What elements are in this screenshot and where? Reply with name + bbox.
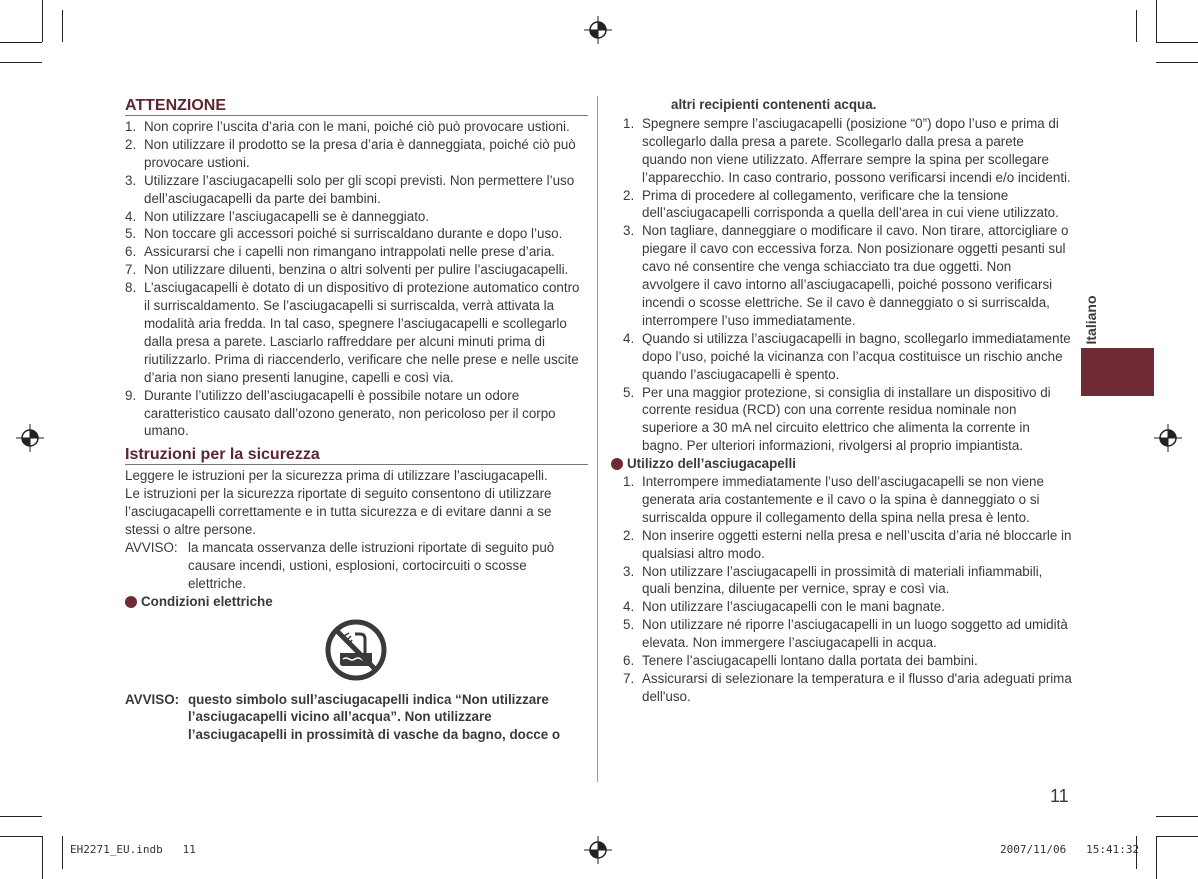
crop-mark (42, 0, 43, 42)
right-column (612, 96, 1072, 706)
list-item: 7. Assicurarsi di selezionare la temperatura e il flusso d'aria adeguati prima dell'uso. (623, 671, 1072, 704)
list-item: 6. Tenere l’asciugacapelli lontano dalla portata dei bambini. (623, 653, 978, 669)
list-item: 1. Interrompere immediatamente l’uso dell’asciugacapelli se non viene generata aria costantemente e il cavo o la spina è danneggiato o si surriscalda oppure il collegamento della spina nella presa è lento. (623, 474, 1044, 525)
list-item: 3. Non tagliare, danneggiare o modificare il cavo. Non tirare, attorcigliare o piegare il cavo con eccessiva forza. Non posizionare oggetti pesanti sul cavo né consentire che venga schiacciato tra due oggetti. Non avvolgere il cavo intorno all’asciugacapelli, poiché possono verificarsi incendi o scosse elettriche. Se il cavo è danneggiato o si surriscalda, interrompere l’uso immediatamente. (623, 223, 1069, 328)
list-item: 5. Non utilizzare né riporre l’asciugacapelli in un luogo soggetto ad umidità elevata. Non immergere l’asciugacapelli in acqua. (623, 617, 1068, 651)
electric-subheading: Condizioni elettriche (125, 593, 588, 611)
crop-mark (0, 836, 42, 837)
list-item: 2. Non utilizzare il prodotto se la presa d’aria è danneggiata, poiché ciò può provocare ustioni. (125, 136, 576, 170)
electric-list (612, 115, 1072, 455)
list-item: 3. Utilizzare l’asciugacapelli solo per gli scopi previsti. Non permettere l’uso dell’asciugacapelli da parte dei bambini. (125, 172, 575, 206)
crop-mark (0, 42, 42, 43)
crop-mark (1156, 42, 1198, 43)
crop-mark (1156, 816, 1198, 817)
list-item: 4. Quando si utilizza l’asciugacapelli in bagno, scollegarlo immediatamente dopo l’uso, poiché la vicinanza con l’acqua costituisce un rischio anche quando l’asciugacapelli è spento. (623, 330, 1071, 382)
avviso-note: AVVISO: la mancata osservanza delle istruzioni riportate di seguito può causare incendi, ustioni, esplosioni, cortocircuiti o scosse elettriche. (125, 539, 555, 591)
safety-heading: Istruzioni per la sicurezza (125, 445, 588, 465)
registration-mark-icon (584, 16, 612, 44)
page-number: 11 (1050, 786, 1069, 806)
left-column (125, 96, 588, 744)
crop-mark (1136, 10, 1137, 42)
list-item: 4. Non utilizzare l’asciugacapelli se è danneggiato. (125, 208, 430, 224)
language-tab (1081, 348, 1154, 396)
list-item: 8. L’asciugacapelli è dotato di un dispositivo di protezione automatico contro il surriscaldamento. Se l’asciugacapelli si surriscalda, verrà attivata la modalità aria fredda. In tal caso, spegnere l’asciugacapelli e scollegarlo dalla presa a parete. Lasciarlo raffreddare per alcuni minuti prima di riutilizzarlo. Prima di riaccenderlo, verificare che nelle prese e nelle uscite d’aria non siano presenti lanugine, capelli e così via. (125, 280, 580, 385)
registration-mark-icon (1154, 424, 1182, 452)
list-item: 4. Non utilizzare l’asciugacapelli con le mani bagnate. (623, 599, 945, 615)
list-item: 2. Prima di procedere al collegamento, verificare che la tensione dell’asciugacapelli corrisponda a quella dell’area in cui viene utilizzato. (623, 187, 1059, 221)
no-water-symbol-icon (125, 611, 588, 691)
crop-mark (1156, 0, 1157, 42)
list-item: 5. Per una maggior protezione, si consiglia di installare un dispositivo di corrente residua (RCD) con una corrente residua nominale non superiore a 30 mA nel circuito elettrico che alimenta la corrente in bagno. Per ulteriori informazioni, rivolgersi al proprio impiantista. (623, 384, 1051, 454)
language-tab-label: Italiano (1083, 295, 1099, 345)
crop-mark (62, 10, 63, 42)
crop-mark (0, 62, 42, 63)
bullet-dot-icon (125, 596, 137, 608)
list-item: 7. Non utilizzare diluenti, benzina o altri solventi per pulire l’asciugacapelli. (125, 262, 569, 278)
crop-mark (42, 836, 43, 879)
warning-heading: ATTENZIONE (125, 96, 588, 116)
column-divider (597, 96, 598, 782)
list-item: 3. Non utilizzare l’asciugacapelli in prossimità di materiali infiammabili, quali benzina, diluente per vernice, spray e così via. (623, 563, 1043, 597)
list-item: 6. Assicurarsi che i capelli non rimangano intrappolati nelle prese d’aria. (125, 244, 555, 260)
safety-paragraph: Leggere le istruzioni per la sicurezza prima di utilizzare l’asciugacapelli. (125, 468, 548, 484)
list-item: 9. Durante l’utilizzo dell’asciugacapelli è possibile notare un odore caratteristico causato dall’ozono generato, non pericoloso per il corpo umano. (125, 387, 556, 439)
continued-line: altri recipienti contenenti acqua. (671, 97, 877, 112)
crop-mark (0, 816, 42, 817)
list-item: 2. Non inserire oggetti esterni nella presa e nell’uscita d’aria né bloccarle in qualsiasi altro modo. (623, 527, 1072, 561)
registration-mark-icon (584, 836, 612, 864)
safety-paragraph: Le istruzioni per la sicurezza riportate di seguito consentono di utilizzare l’asciugacapelli correttamente e in tutta sicurezza e di evitare danni a se stessi o altre persone. (125, 486, 552, 538)
crop-mark (1156, 836, 1198, 837)
list-item: 5. Non toccare gli accessori poiché si surriscaldano durante e dopo l’uso. (125, 226, 563, 242)
footer-timestamp: 2007/11/06 15:41:32 (1000, 843, 1140, 856)
usage-list (612, 473, 1072, 706)
crop-mark (1156, 836, 1157, 879)
warning-list (125, 118, 588, 440)
list-item: 1. Spegnere sempre l’asciugacapelli (posizione “0”) dopo l’uso e prima di scollegarlo dalla presa a parete. Scollegarlo dalla presa a parete quando non viene utilizzato. Afferrare sempre la spina per scollegare l’apparecchio. In caso contrario, possono verificarsi incendi e/o incidenti. (623, 115, 1071, 185)
registration-mark-icon (16, 424, 44, 452)
usage-subheading: Utilizzo dell’asciugacapelli (611, 455, 1072, 473)
list-item: 1. Non coprire l’uscita d’aria con le mani, poiché ciò può provocare ustioni. (125, 119, 570, 134)
avviso-water-note: AVVISO: questo simbolo sull’asciugacapelli indica “Non utilizzare l’asciugacapelli vicino all’acqua”. Non utilizzare l’asciugacapelli in prossimità di vasche da bagno, docce o (125, 691, 561, 743)
crop-mark (62, 836, 63, 869)
bullet-dot-icon (611, 458, 623, 470)
crop-mark (1156, 62, 1198, 63)
footer-file: EH2271_EU.indb 11 (70, 843, 196, 856)
